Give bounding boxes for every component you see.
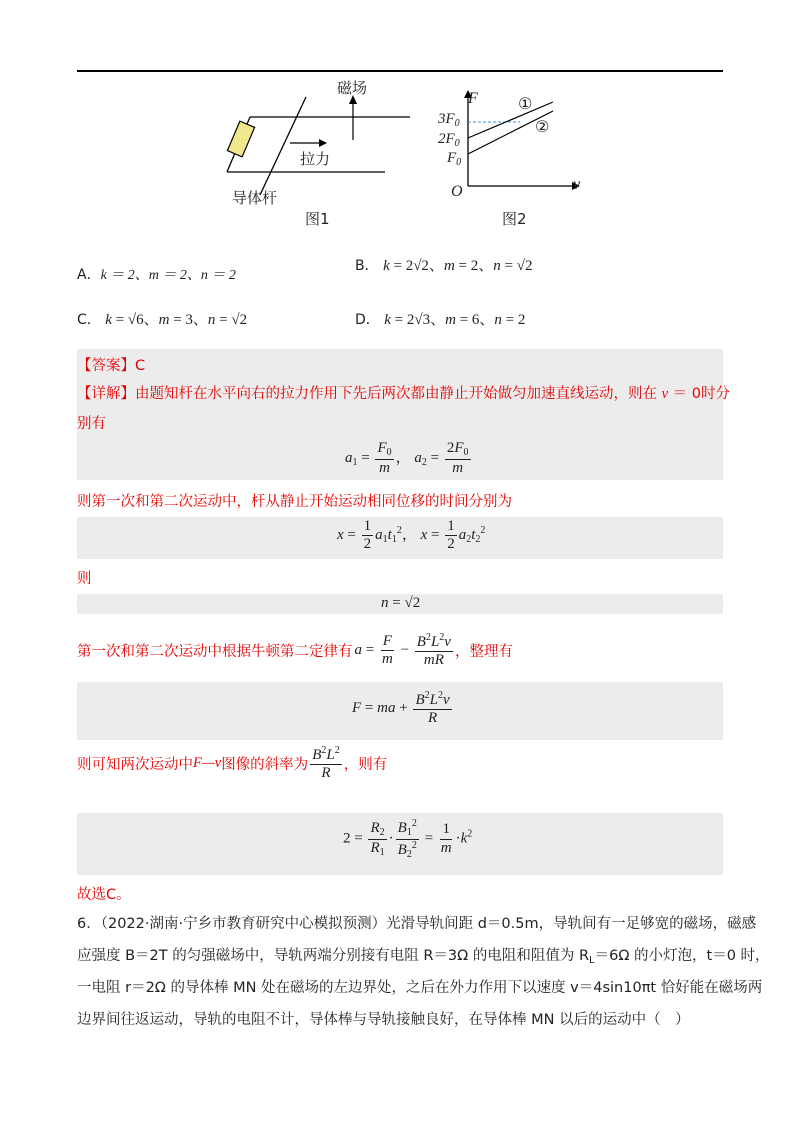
tick-2f0: $2F_0$: [438, 131, 460, 149]
f-axis-label: F: [468, 90, 478, 107]
pull-force-label: 拉力: [300, 150, 331, 168]
detail-line-6: 则可知两次运动中 F—v 图像的斜率为 $\frac{B^2L^2}{R}$ ，则有: [77, 745, 388, 782]
detail-line-2: 别有: [77, 416, 106, 432]
question-6-line-3: 一电阻 r＝2Ω 的导体棒 MN 处在磁场的左边界处，之后在外力作用下以速度 v＝4sin10πt 恰好能在磁场两: [77, 980, 763, 996]
magnetic-field-label: 磁场: [337, 79, 368, 97]
detail-line-1: 【详解】由题知杆在水平向右的拉力作用下先后两次都由静止开始做匀加速直线运动，则在 v ＝ 0时分: [77, 386, 730, 402]
tick-3f0: $3F_0$: [438, 111, 460, 129]
rod-label: 导体杆: [232, 189, 278, 207]
formula-times: x = $\frac{1}{2}$ $a_1t_1^2$， x = $\frac{1}{2}$ $a_2t_2^2$: [337, 518, 486, 553]
detail-line-5: 第一次和第二次运动中根据牛顿第二定律有 a = $\frac{F}{m}$ − $\frac{B^2L^2v}{mR}$ ，整理有: [77, 632, 513, 669]
option-c: C． k = √6、m = 3、n = √2: [77, 312, 248, 328]
question-6-line-2: 应强度 B＝2T 的匀强磁场中，导轨两端分别接有电阻 R＝3Ω 的电阻和阻值为 $R_L=6\Omega$ 的小灯泡，t＝0 时，: [77, 948, 770, 966]
v-axis-label: v: [573, 176, 581, 193]
formula-force: F = ma + $\frac{B^2L^2v}{R}$: [352, 690, 450, 727]
formula-ratio: 2 = $\frac{R_2}{R_1}$ · $\frac{B_1^2}{B_2^2}$ = $\frac{1}{m}$ $\cdot k^2$: [343, 818, 473, 860]
origin-label: O: [451, 183, 463, 200]
figure-1-caption: 图1: [305, 210, 330, 228]
figure-2-caption: 图2: [502, 210, 527, 228]
line-1-label: ①: [518, 94, 533, 113]
answer-line: 【答案】C: [77, 358, 146, 374]
option-b: B． k = 2√2、m = 2、n = √2: [355, 258, 533, 274]
question-6-line-4: 边界间往返运动，导轨的电阻不计，导体棒与导轨接触良好，在导体棒 MN 以后的运动中（ ）: [77, 1012, 690, 1028]
option-a: A．k ＝ 2、m ＝ 2、n ＝ 2: [77, 267, 236, 283]
question-6-line-1: 6．（2022·湖南·宁乡市教育研究中心模拟预测）光滑导轨间距 d＝0.5m，导轨间有一足够宽的磁场，磁感: [77, 916, 757, 932]
option-d: D． k = 2√3、m = 6、n = 2: [355, 312, 526, 328]
formula-accelerations: $a_1$ = $\frac{F_0}{m}$ ， $a_2$ = $\frac{2F_0}{m}$: [345, 440, 469, 476]
figure-2-graph: [440, 88, 590, 198]
detail-line-7: 故选C。: [77, 887, 131, 903]
detail-line-4: 则: [77, 571, 92, 587]
tick-f0: $F_0$: [447, 150, 462, 168]
line-2-label: ②: [535, 117, 550, 136]
detail-line-3: 则第一次和第二次运动中，杆从静止开始运动相同位移的时间分别为: [77, 494, 512, 510]
formula-n: n = √2: [381, 595, 421, 611]
